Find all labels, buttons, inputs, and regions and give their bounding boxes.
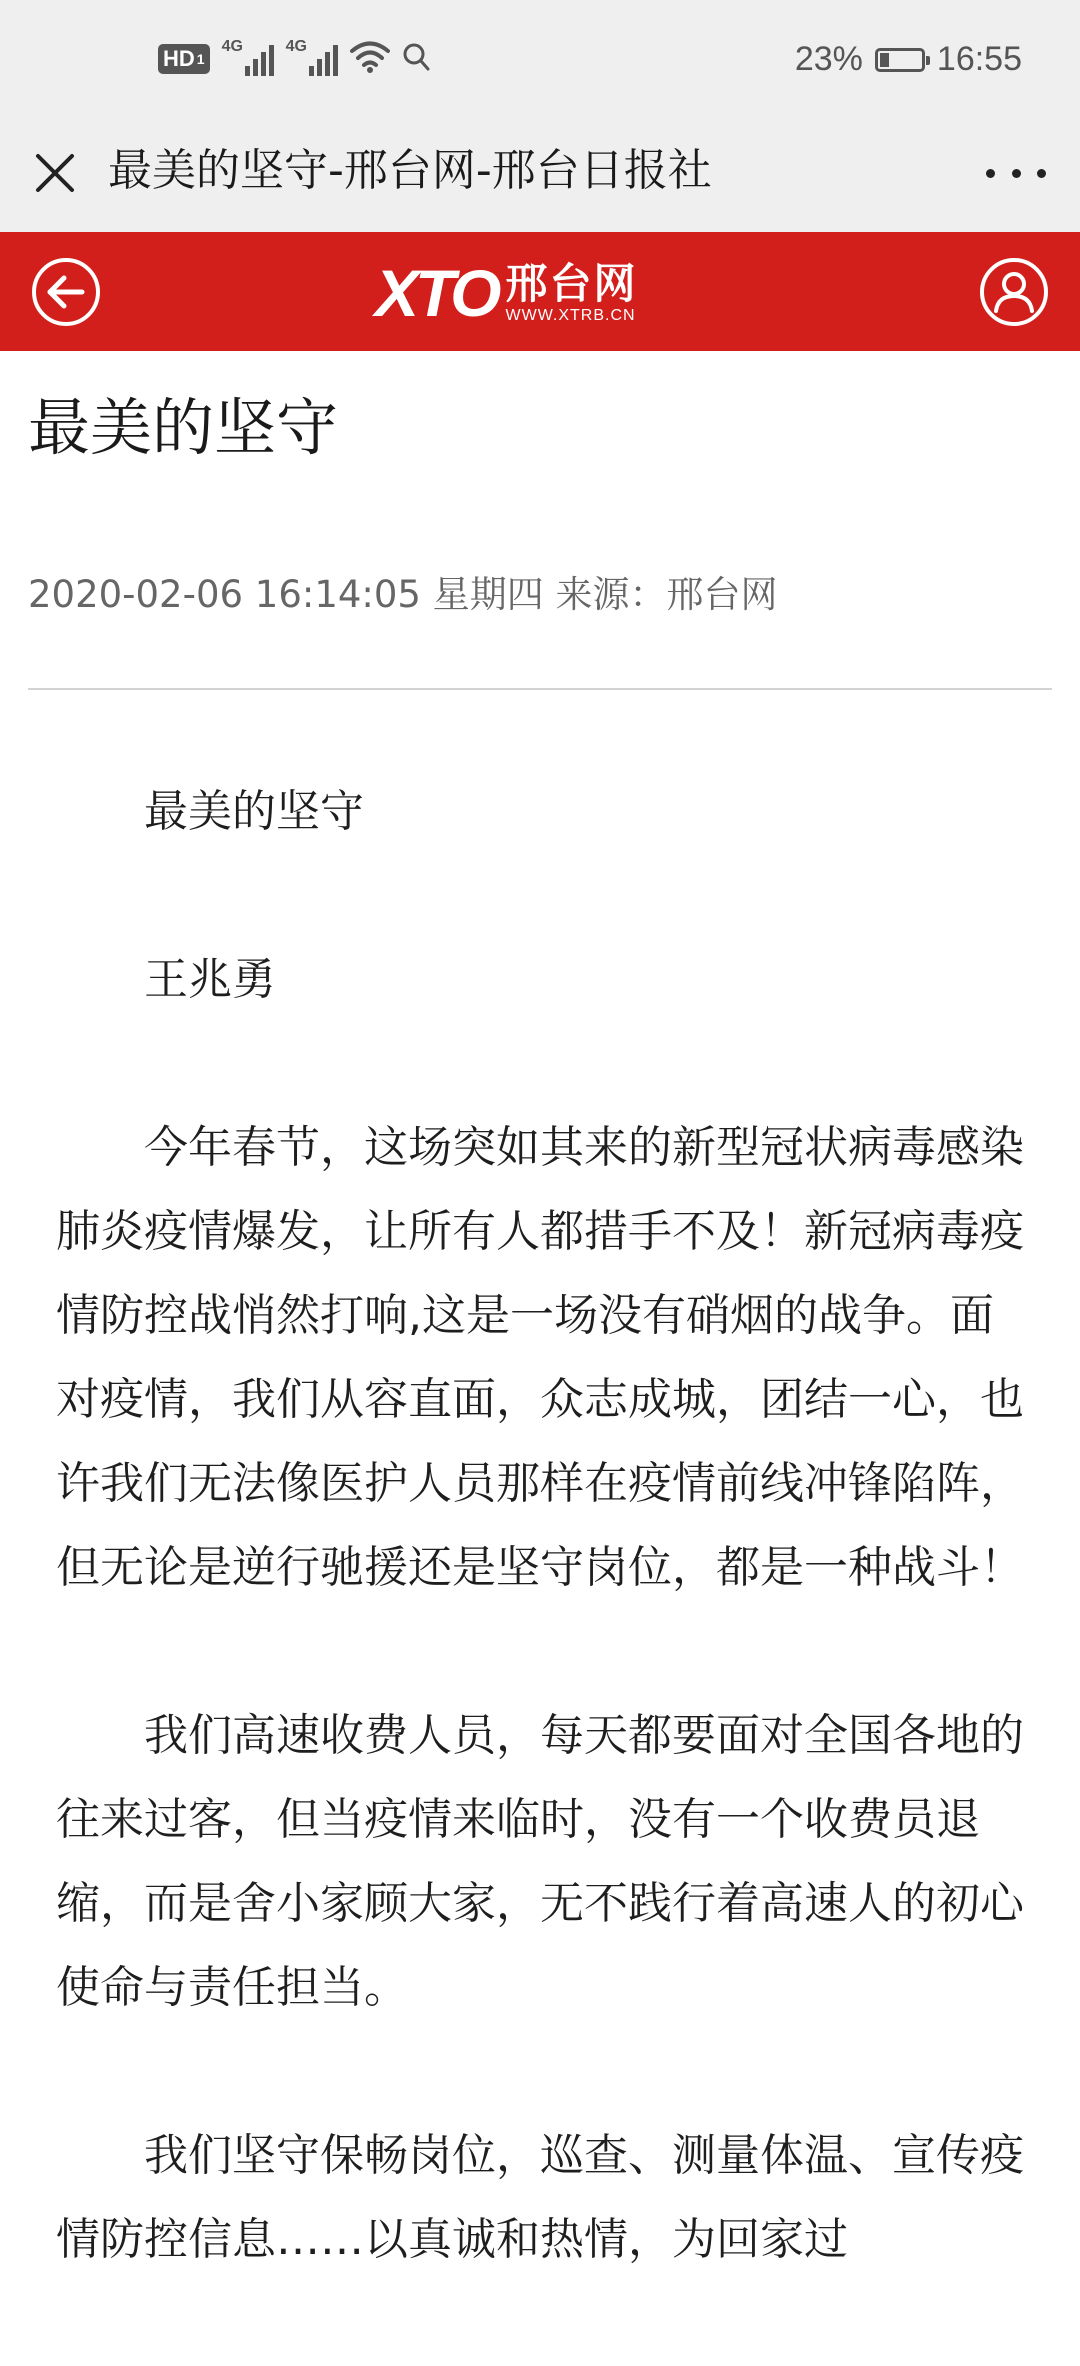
close-button[interactable] bbox=[30, 148, 80, 198]
article-paragraph: 今年春节，这场突如其来的新型冠状病毒感染肺炎疫情爆发，让所有人都措手不及！新冠病毒疫情防控战悄然打响,这是一场没有硝烟的战争。面对疫情，我们从容直面，众志成城，团结一心，也许我们无法像医护人员那样在疫情前线冲锋陷阵，但无论是逆行驰援还是坚守岗位，都是一种战斗！ bbox=[56, 1122, 1024, 1593]
more-icon bbox=[986, 169, 995, 178]
article-title: 最美的坚守 bbox=[28, 391, 339, 464]
wifi-icon bbox=[350, 40, 390, 78]
user-icon bbox=[978, 256, 1050, 328]
status-icons-left bbox=[158, 40, 430, 78]
status-bar bbox=[0, 0, 1080, 123]
close-icon bbox=[30, 148, 80, 198]
logo-mark: XTO bbox=[375, 256, 498, 330]
battery-icon bbox=[875, 48, 925, 72]
more-button[interactable] bbox=[986, 148, 1046, 198]
status-icons-right bbox=[795, 40, 1022, 79]
search-icon bbox=[402, 42, 430, 76]
logo-text: 邢台网 bbox=[505, 258, 638, 308]
signal-sim2-icon: 4G bbox=[286, 42, 338, 76]
article-paragraph: 我们坚守保畅岗位，巡查、测量体温、宣传疫情防控信息……以真诚和热情，为回家过 bbox=[56, 2130, 1024, 2265]
back-arrow-icon bbox=[30, 256, 102, 328]
article-body bbox=[56, 770, 1026, 2366]
logo-url: WWW.XTRB.CN bbox=[505, 306, 636, 324]
browser-title-bar bbox=[0, 123, 1080, 232]
hd-badge: HD 1 bbox=[158, 44, 210, 74]
article-paragraph: 最美的坚守 bbox=[144, 786, 364, 837]
site-logo[interactable] bbox=[375, 254, 638, 332]
user-button[interactable] bbox=[978, 256, 1050, 328]
article-meta: 2020-02-06 16:14:05 星期四 来源：邢台网 bbox=[28, 573, 778, 616]
back-button[interactable] bbox=[30, 256, 102, 328]
battery-percent: 23% bbox=[794, 40, 863, 78]
divider bbox=[28, 688, 1052, 690]
signal-sim1-icon: 4G bbox=[222, 42, 274, 76]
article-paragraph: 我们高速收费人员，每天都要面对全国各地的往来过客，但当疫情来临时，没有一个收费员退缩，而是舍小家顾大家，无不践行着高速人的初心使命与责任担当。 bbox=[56, 1710, 1024, 2013]
page-title: 最美的坚守-邢台网-邢台日报社 bbox=[108, 145, 712, 196]
article-paragraph: 王兆勇 bbox=[144, 954, 276, 1005]
battery-level bbox=[880, 53, 889, 67]
site-header bbox=[0, 232, 1080, 351]
clock: 16:55 bbox=[936, 40, 1022, 78]
